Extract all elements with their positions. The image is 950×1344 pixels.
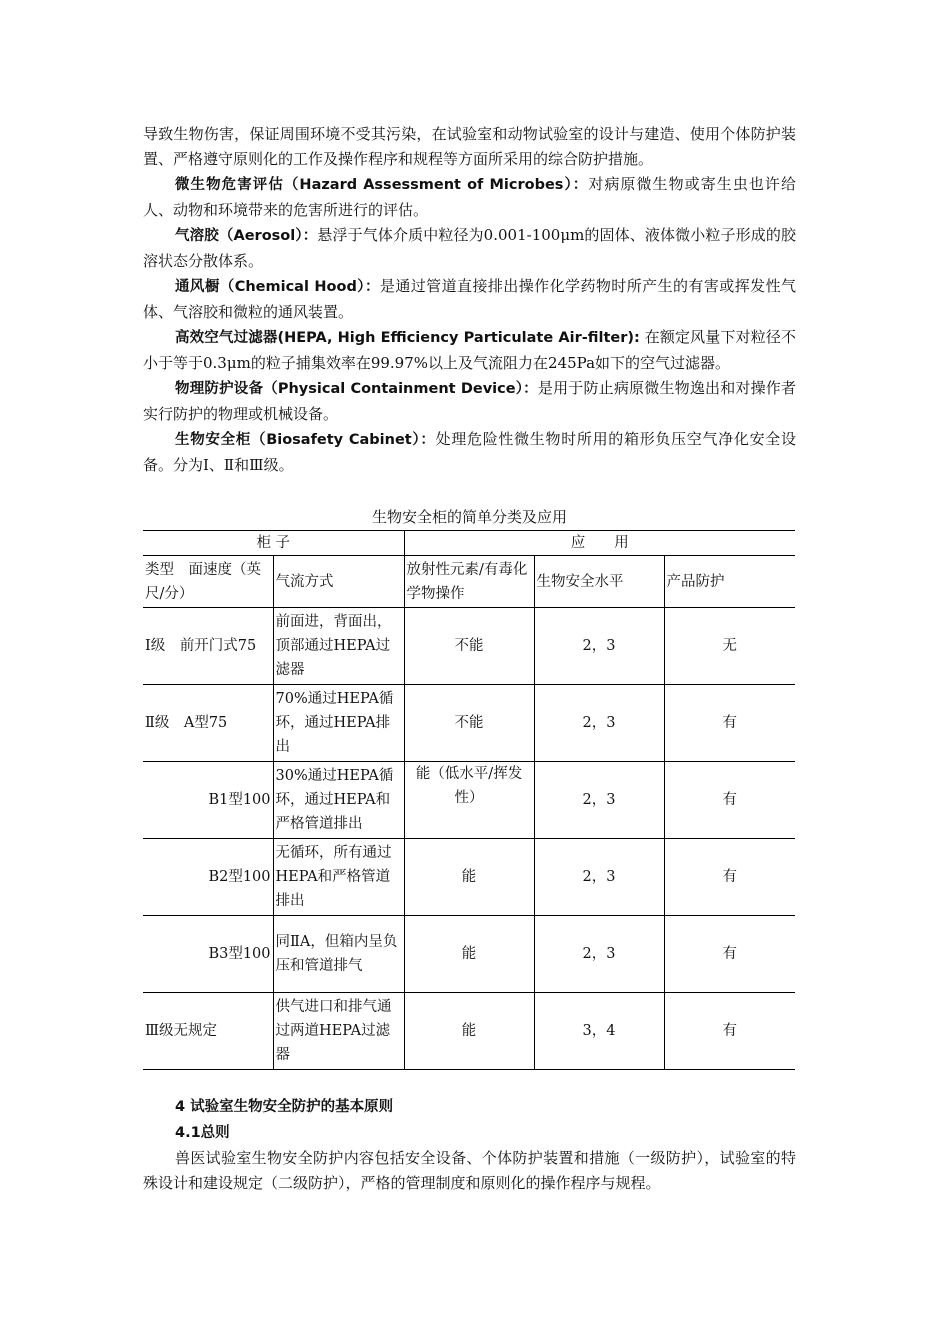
definition-hazard-assessment: [143, 172, 796, 223]
cell-protection: 有: [664, 993, 795, 1070]
term-hazard-assessment: 微生物危害评估（Hazard Assessment of Microbes）：: [175, 177, 589, 193]
term-biosafety-cabinet: 生物安全柜（Biosafety Cabinet）：: [175, 432, 436, 448]
header-type: 类型 面速度（英尺/分）: [143, 556, 273, 608]
table-row: [143, 608, 795, 685]
cell-chemical: 不能: [404, 608, 534, 685]
cell-type: B1型100: [143, 762, 273, 839]
cell-airflow: 同ⅡA，但箱内呈负压和管道排气: [273, 916, 404, 993]
cell-chemical: 能: [404, 993, 534, 1070]
text-hazard-assessment: 对病原微生物或寄生虫也许给人、动物和环境带来的危害所进行的评估。: [143, 175, 796, 219]
cell-bsl: 3，4: [534, 993, 664, 1070]
group-header-application: 应 用: [404, 531, 795, 556]
text-physical-containment: 是用于防止病原微生物逸出和对操作者实行防护的物理或机械设备。: [143, 379, 796, 423]
text-biosafety-cabinet: 处理危险性微生物时所用的箱形负压空气净化安全设备。分为Ⅰ、Ⅱ和Ⅲ级。: [143, 430, 796, 474]
cell-protection: 有: [664, 762, 795, 839]
header-airflow: 气流方式: [273, 556, 404, 608]
cell-airflow: 70%通过HEPA循环，通过HEPA排出: [273, 685, 404, 762]
section-paragraph: 兽医试验室生物安全防护内容包括安全设备、个体防护装置和措施（一级防护），试验室的特殊设计和建设规定（二级防护），严格的管理制度和原则化的操作程序与规程。: [143, 1149, 796, 1192]
section-heading: 4 试验室生物安全防护的基本原则: [175, 1099, 394, 1115]
cell-protection: 有: [664, 839, 795, 916]
intro-paragraph: 导致生物伤害，保证周围环境不受其污染，在试验室和动物试验室的设计与建造、使用个体防护装置、严格遵守原则化的工作及操作程序和规程等方面所采用的综合防护措施。: [143, 125, 796, 168]
table-row: [143, 685, 795, 762]
cell-type: Ⅲ级无规定: [143, 993, 273, 1070]
table-row: [143, 916, 795, 993]
header-chemical: 放射性元素/有毒化学物操作: [404, 556, 534, 608]
table-row: [143, 762, 795, 839]
table-caption: 生物安全柜的简单分类及应用: [371, 508, 567, 526]
cell-type: Ⅱ级 A型75: [143, 685, 273, 762]
cell-protection: 有: [664, 685, 795, 762]
cell-bsl: 2，3: [534, 762, 664, 839]
biosafety-cabinet-table: [143, 530, 795, 1070]
cell-airflow: 无循环，所有通过HEPA和严格管道排出: [273, 839, 404, 916]
cell-bsl: 2，3: [534, 916, 664, 993]
definition-physical-containment: [143, 376, 796, 427]
cell-airflow: 前面进，背面出，顶部通过HEPA过滤器: [273, 608, 404, 685]
cell-protection: 无: [664, 608, 795, 685]
section-4: [143, 1094, 796, 1196]
cell-airflow: 30%通过HEPA循环，通过HEPA和严格管道排出: [273, 762, 404, 839]
table-row: [143, 993, 795, 1070]
cell-bsl: 2，3: [534, 608, 664, 685]
text-aerosol: 悬浮于气体介质中粒径为0.001-100μm的固体、液体微小粒子形成的胶溶状态分散体系。: [143, 226, 796, 270]
cell-chemical: 能: [404, 839, 534, 916]
cell-airflow: 供气进口和排气通过两道HEPA过滤器: [273, 993, 404, 1070]
cell-type: Ⅰ级 前开门式75: [143, 608, 273, 685]
cell-type: B3型100: [143, 916, 273, 993]
document-page: [143, 122, 796, 1196]
cell-chemical: 能: [404, 916, 534, 993]
table-group-header-row: [143, 531, 795, 556]
cell-chemical: 能（低水平/挥发性）: [404, 762, 534, 839]
cell-protection: 有: [664, 916, 795, 993]
definition-hepa: [143, 325, 796, 376]
term-hepa: 高效空气过滤器(HEPA, High Efficiency Particulate Air-filter):: [175, 330, 640, 346]
term-aerosol: 气溶胶（Aerosol）：: [175, 228, 318, 244]
text-hepa: 在额定风量下对粒径不小于等于0.3μm的粒子捕集效率在99.97%以上及气流阻力在245Pa如下的空气过滤器。: [143, 328, 796, 372]
cell-chemical: 不能: [404, 685, 534, 762]
header-bsl: 生物安全水平: [534, 556, 664, 608]
table-header-row: [143, 556, 795, 608]
text-chemical-hood: 是通过管道直接排出操作化学药物时所产生的有害或挥发性气体、气溶胶和微粒的通风装置。: [143, 277, 796, 321]
definition-aerosol: [143, 223, 796, 274]
term-chemical-hood: 通风橱（Chemical Hood）：: [175, 279, 380, 295]
cell-bsl: 2，3: [534, 839, 664, 916]
header-protection: 产品防护: [664, 556, 795, 608]
definition-chemical-hood: [143, 274, 796, 325]
table-row: [143, 839, 795, 916]
group-header-cabinet: 柜 子: [143, 531, 404, 556]
definition-biosafety-cabinet: [143, 427, 796, 478]
cell-type: B2型100: [143, 839, 273, 916]
cell-bsl: 2，3: [534, 685, 664, 762]
subsection-heading: 4.1总则: [175, 1125, 230, 1141]
term-physical-containment: 物理防护设备（Physical Containment Device）：: [175, 381, 538, 397]
